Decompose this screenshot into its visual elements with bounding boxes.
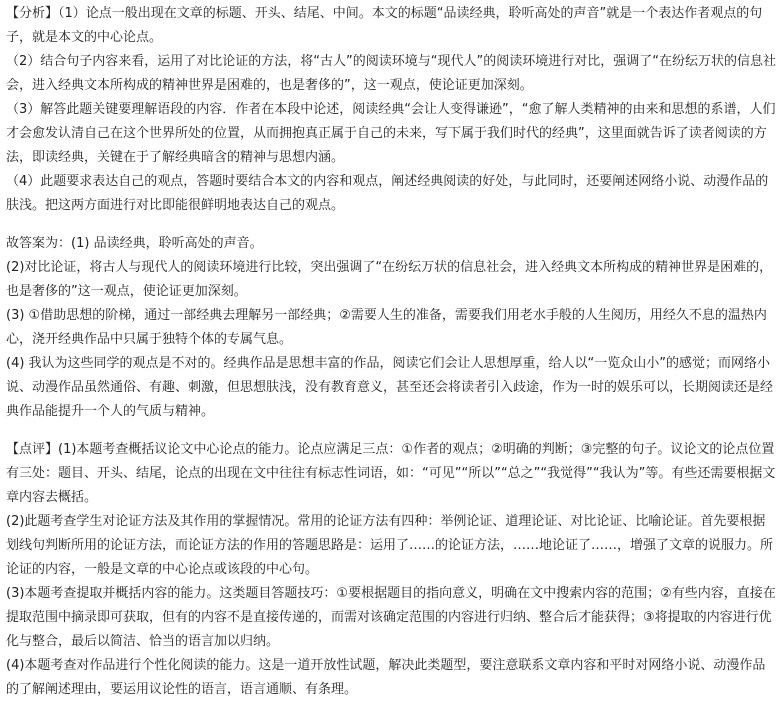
answer-item-1: 故答案为：(1) 品读经典，聆听高处的声音。	[6, 236, 263, 251]
analysis-section	[6, 0, 780, 218]
answer-item-4: (4) 我认为这些同学的观点是不对的。经典作品是思想丰富的作品，阅读它们会让人思想厚重，给人以“一览众山小”的感觉；而网络小说、动漫作品虽然通俗、有趣、刺激，但思想肤浅，没有教育意义，甚至还会将读者引入歧途，作为一时的娱乐可以，长期阅读还是经典作品能提升一个人的气质与精神。	[6, 356, 774, 419]
review-section	[6, 438, 780, 702]
answer-item-3: (3) ①借助思想的阶梯，通过一部经典去理解另一部经典；②需要人生的准备，需要我们用老水手般的人生阅历，用经久不息的温热内心，浇开经典作品中只属于独特个体的专属气息。	[6, 308, 767, 347]
answer-item-2: (2)对比论证，将古人与现代人的阅读环境进行比较，突出强调了“在纷纭万状的信息社会，进入经典文本所构成的精神世界是困难的，也是奢侈的”这一观点，使论证更加深刻。	[6, 260, 773, 299]
analysis-item-3: （3）解答此题关键要理解语段的内容．作者在本段中论述，阅读经典“会让人变得谦逊”，“愈了解人类精神的由来和思想的系谱，人们才会愈发认清自己在这个世界所处的位置，从而拥抱真正属于自己的未来，写下属于我们时代的经典”，这里面就告诉了读者阅读的方法，即读经典，关键在于了解经典暗含的精神与思想内涵。	[6, 102, 776, 165]
review-item-1: 【点评】(1)本题考查概括议论文中心论点的能力。论点应满足三点：①作者的观点；②明确的判断；③完整的句子。议论文的论点位置有三处：题目、开头、结尾，论点的出现在文中往往有标志性词语，如：“可见”“所以”“总之”“我觉得”“我认为”等。有些还需要根据文章内容去概括。	[6, 442, 776, 505]
analysis-item-1: 【分析】（1）论点一般出现在文章的标题、开头、结尾、中间。本文的标题“品读经典，聆听高处的声音”就是一个表达作者观点的句子，就是本文的中心论点。	[6, 6, 763, 45]
analysis-heading: 【分析】	[6, 6, 59, 21]
answer-heading: 故答案为：	[6, 236, 72, 251]
review-heading: 【点评】	[6, 442, 59, 457]
review-item-4: (4)本题考查对作品进行个性化阅读的能力。这是一道开放性试题，解决此类题型，要注意联系文章内容和平时对网络小说、动漫作品的了解阐述理由，要运用议论性的语言，语言通顺、有条理。	[6, 658, 766, 697]
review-item-2: (2)此题考查学生对论证方法及其作用的掌握情况。常用的论证方法有四种：举例论证、道理论证、对比论证、比喻论证。首先要根据划线句判断所用的论证方法，而论证方法的作用的答题思路是：运用了……的论证方法，……地论证了……，增强了文章的说服力。所论证的内容，一般是文章的中心论点或该段的中心句。	[6, 514, 774, 577]
analysis-item-4: （4）此题要求表达自己的观点，答题时要结合本文的内容和观点，阐述经典阅读的好处，与此同时，还要阐述网络小说、动漫作品的肤浅。把这两方面进行对比即能很鲜明地表达自己的观点。	[6, 174, 769, 213]
analysis-item-2: （2）结合句子内容来看，运用了对比论证的方法，将“古人”的阅读环境与“现代人”的阅读环境进行对比，强调了“在纷纭万状的信息社会，进入经典文本所构成的精神世界是困难的，也是奢侈的”，这一观点，使论证更加深刻。	[6, 54, 776, 93]
answer-section	[6, 232, 780, 424]
review-item-3: (3)本题考查提取并概括内容的能力。这类题目答题技巧：①要根据题目的指向意义，明确在文中搜索内容的范围；②有些内容，直接在提取范围中摘录即可获取，但有的内容不是直接传递的，而需对该确定范围的内容进行归纳、整合后才能获得；③将提取的内容进行优化与整合，最后以简洁、恰当的语言加以归纳。	[6, 586, 776, 649]
